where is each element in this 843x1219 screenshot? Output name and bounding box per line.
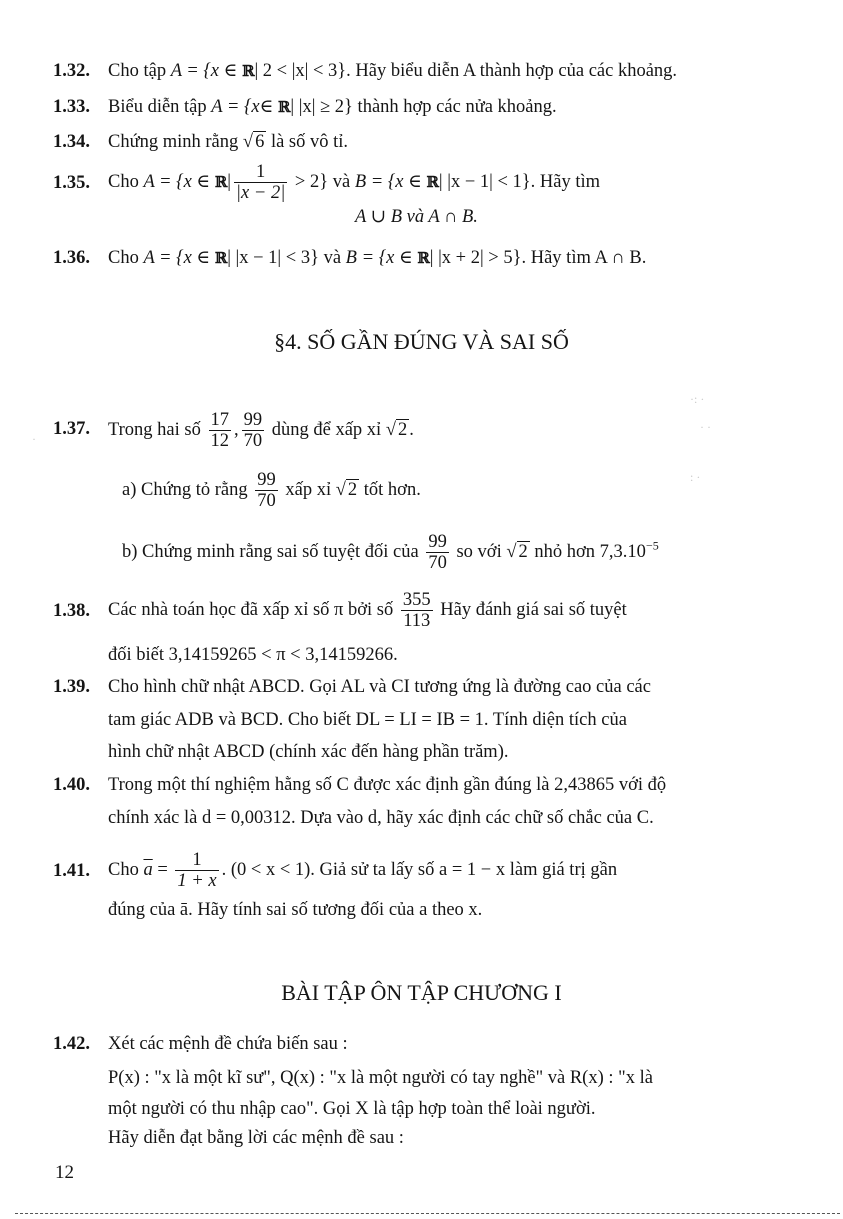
scan-smudge: : ·: [690, 470, 701, 484]
fraction: $\frac{1}{|x - 2|}$: [235, 162, 286, 203]
scan-smudge: · ·: [700, 420, 711, 434]
fraction: $\frac{1}{1 + x}$: [177, 850, 217, 891]
review-section-title: BÀI TẬP ÔN TẬP CHƯƠNG I: [281, 980, 562, 1005]
fraction: $\frac{99}{70}$: [257, 470, 276, 511]
fraction: $\frac{17}{12}$: [210, 410, 229, 451]
section-4-title: §4. SỐ GẦN ĐÚNG VÀ SAI SỐ: [274, 329, 569, 354]
fraction: $\frac{99}{70}$: [428, 532, 447, 573]
sqrt-symbol: √ 2: [385, 419, 408, 440]
page-number: 12: [55, 1162, 74, 1183]
problem-1-35-line2: A ∪ B và A ∩ B.: [355, 207, 478, 227]
scan-smudge: ·: [32, 432, 36, 446]
fraction: $\frac{355}{113}$: [402, 590, 431, 631]
sqrt-symbol: √ 6: [242, 132, 265, 152]
scan-smudge: ·: ·: [690, 392, 705, 406]
page-bottom-rule: [15, 1213, 840, 1214]
textbook-page: 1.32. Cho tập A = {x ∈ ℝ| 2 < |x| < 3}. Hãy biểu diễn A thành hợp của các khoảng. 1.33. Biểu diễn tập A = {x∈ ℝ| |x| ≥ 2} thành hợp các nửa khoảng. 1.34. Chứng minh rằng √ 6 là số vô tỉ. 1.35. Cho A = {x ∈ ℝ| $\frac{1}{|x - 2|}$ > 2} và B = {x ∈ ℝ| |x − 1| < 1}. Hãy tìm A ∪ B và A ∩ B. 1.36. Cho A = {x ∈ ℝ| |x − 1| < 3} và B = {x ∈ ℝ| |x + 2| > 5}. Hãy tìm A ∩ B. §4. SỐ GẦN ĐÚNG VÀ SAI SỐ 1.37. Trong hai số $\frac{17}{12}$ , $\frac{99}{70}$ dùng để xấp xỉ √ 2 . a) Chứng tỏ rằng $\frac{99}{70}$ xấp xỉ √ 2 tốt hơn. b) Chứng minh rằng sai số tuyệt đối của $\frac{99}{70}$ so với √ 2 nhỏ hơn $7,3.10^{-5}$ 1.38. Các nhà toán học đã xấp xỉ số π bởi số $\frac{355}{113}$ Hãy đánh giá sai số tuyệt đối biết 3,14159265 < π < 3,14159266. 1.39. Cho hình chữ nhật ABCD. Gọi AL và CI tương ứng là đường cao của các tam giác ADB và BCD. Cho biết DL = LI = IB = 1. Tính diện tích của hình chữ nhật ABCD (chính xác đến hàng phần trăm). 1.40. Trong một thí nghiệm hằng số C được xác định gần đúng là 2,43865 với độ chính xác là d = 0,00312. Dựa vào d, hãy xác định các chữ số chắc của C. 1.41. Cho $\overline{a}$ = $\frac{1}{1 + x}$ . (0 < x < 1). Giả sử ta lấy số a = 1 − x làm giá trị gần đúng của ā. Hãy tính sai số tương đối của a theo x. BÀI TẬP ÔN TẬP CHƯƠNG I 1.42. Xét các mệnh đề chứa biến sau : P(x) : "x là một kĩ sư", Q(x) : "x là một người có tay nghề" và R(x) : "x là một người có thu nhập cao". Gọi X là tập hợp toàn thể loài người. Hãy diễn đạt bằng lời các mệnh đề sau : 12 ·: · · · : · ·: [0, 0, 843, 1219]
sqrt-symbol: √ 2: [335, 479, 358, 500]
fraction: $\frac{99}{70}$: [243, 410, 263, 451]
sqrt-symbol: √ 2: [506, 541, 528, 562]
